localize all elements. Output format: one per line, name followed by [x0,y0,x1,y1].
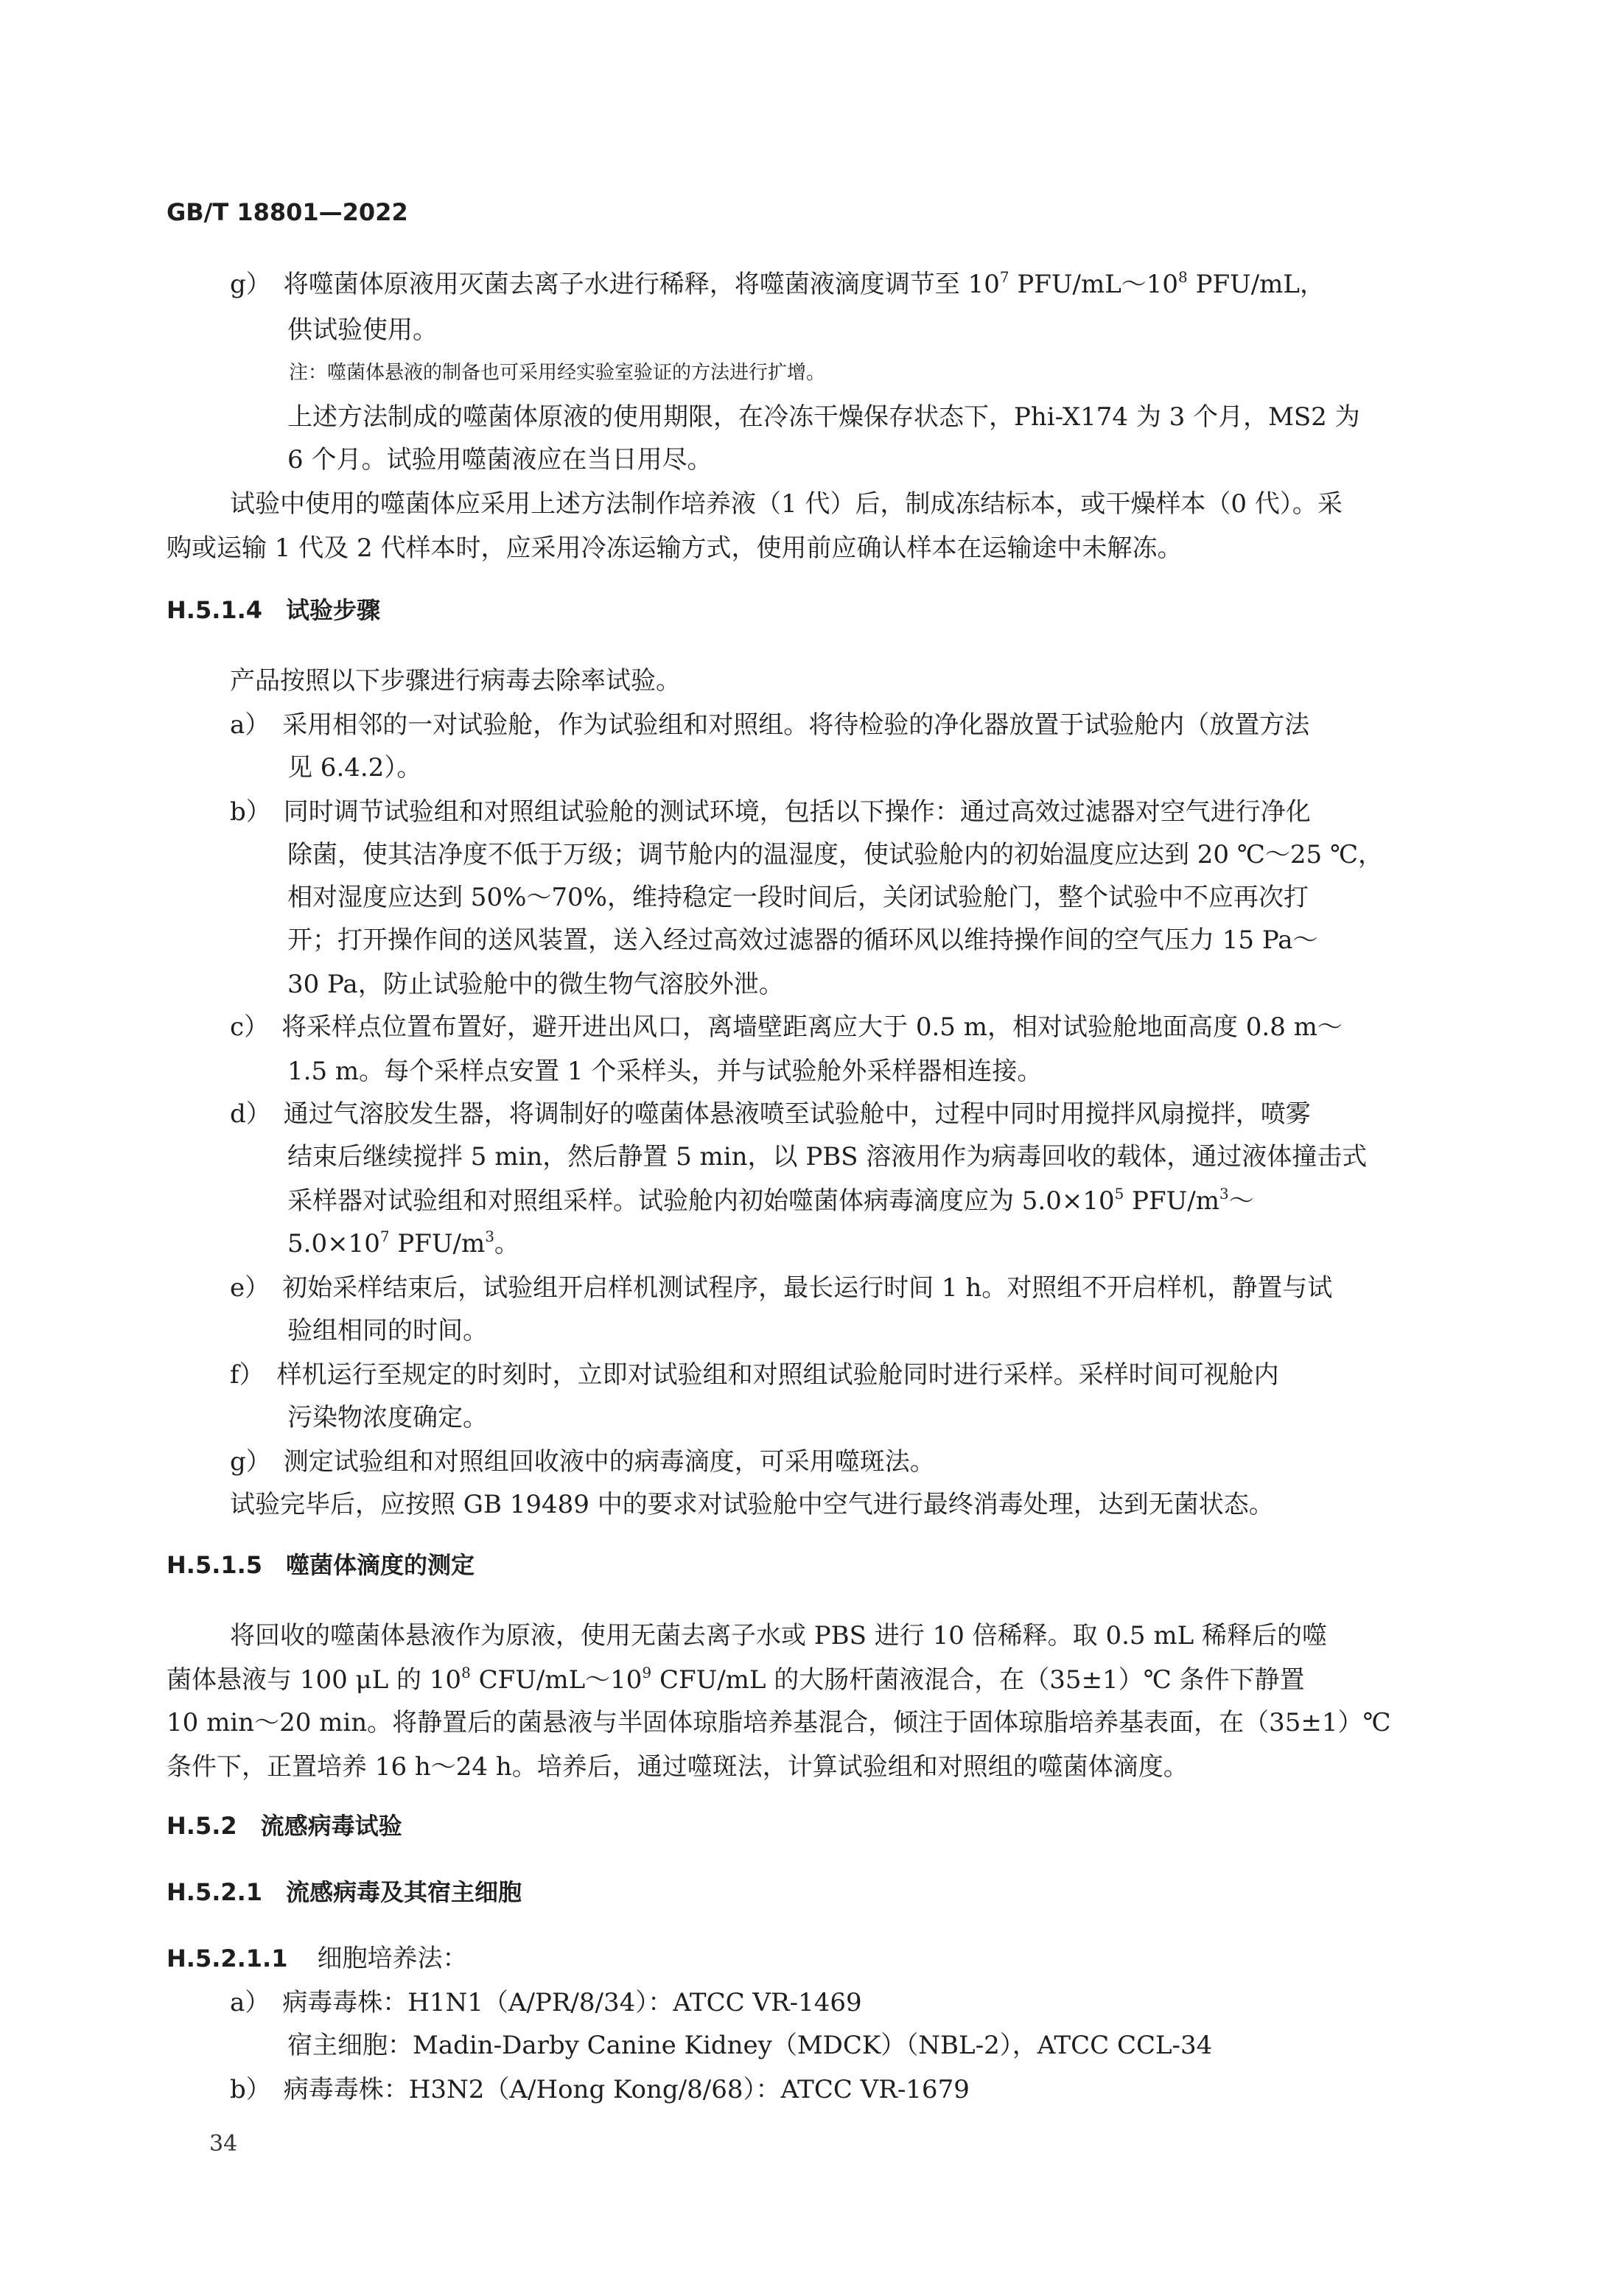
paragraph-line: 将回收的噬菌体悬液作为原液，使用无菌去离子水或 PBS 进行 10 倍稀释。取 0.5 mL 稀释后的噬 [230,1621,1327,1650]
section-heading-h52: H.5.2 流感病毒试验 [167,1812,402,1840]
list-item-d-line4: $5.0\times 10^7$ PFU/$m^3$。 [287,1228,519,1258]
section-heading-h514: H.5.1.4 试验步骤 [167,596,381,624]
list-item-virus-b: b） 病毒毒株：H3N2（A/Hong Kong/8/68）：ATCC VR-1679 [230,2075,970,2104]
paragraph-line: 菌体悬液与 100 μL 的 $10^8$ CFU/$mL\sim 10^9$ CFU/mL 的大肠杆菌液混合，在（35±1）℃ 条件下静置 [167,1664,1305,1695]
list-item-b-line1: b） 同时调节试验组和对照组试验舱的测试环境，包括以下操作：通过高效过滤器对空气进行净化 [230,797,1311,827]
paragraph-line: 试验完毕后，应按照 GB 19489 中的要求对试验舱中空气进行最终消毒处理，达到无菌状态。 [230,1490,1274,1519]
list-item-c-line1: c） 将采样点位置布置好，避开进出风口，离墙壁距离应大于 0.5 m，相对试验舱地面高度 0.8 m～ [230,1012,1343,1042]
standard-number: GB/T 18801—2022 [167,198,408,226]
list-item-host-cell: 宿主细胞：Madin-Darby Canine Kidney（MDCK）（NBL-2），ATCC CCL-34 [287,2031,1213,2060]
list-item-c-line2: 1.5 m。每个采样点安置 1 个采样头，并与试验舱外采样器相连接。 [287,1057,1043,1086]
paragraph-line: 试验中使用的噬菌体应采用上述方法制作培养液（1 代）后，制成冻结标本，或干燥样本（0 代）。采 [230,489,1343,519]
list-item-f-line1: f） 样机运行至规定的时刻时，立即对试验组和对照组试验舱同时进行采样。采样时间可视舱内 [230,1360,1279,1390]
list-item-virus-a: a） 病毒毒株：H1N1（A/PR/8/34）：ATCC VR-1469 [230,1988,862,2017]
list-item-g-line1: g） 将噬菌体原液用灭菌去离子水进行稀释，将噬菌液滴度调节至 $10^7$ PFU/$mL\sim 10^8$ PFU/mL， [230,268,1325,299]
paragraph-line: 上述方法制成的噬菌体原液的使用期限，在冷冻干燥保存状态下，Phi-X174 为 3 个月，MS2 为 [287,402,1360,432]
list-item-a-line2: 见 6.4.2）。 [287,753,422,783]
list-item-a-line1: a） 采用相邻的一对试验舱，作为试验组和对照组。将待检验的净化器放置于试验舱内（放置方法 [230,710,1310,740]
list-item-g-line2: 供试验使用。 [287,315,438,345]
paragraph-line: 条件下，正置培养 16 h～24 h。培养后，通过噬斑法，计算试验组和对照组的噬菌体滴度。 [167,1752,1189,1782]
list-item-e-line2: 验组相同的时间。 [287,1316,488,1345]
list-item-f-line2: 污染物浓度确定。 [287,1403,488,1432]
page-number: 34 [209,2131,238,2157]
note: 注：噬菌体悬液的制备也可采用经实验室验证的方法进行扩增。 [289,362,826,384]
list-item-d-line1: d） 通过气溶胶发生器，将调制好的噬菌体悬液喷至试验舱中，过程中同时用搅拌风扇搅拌，喷雾 [230,1099,1311,1129]
section-heading-h515: H.5.1.5 噬菌体滴度的测定 [167,1551,475,1579]
list-item-b-line4: 开；打开操作间的送风装置，送入经过高效过滤器的循环风以维持操作间的空气压力 15 Pa～ [287,925,1318,955]
paragraph-line: 6 个月。试验用噬菌液应在当日用尽。 [287,445,713,475]
paragraph-line: 购或运输 1 代及 2 代样本时，应采用冷冻运输方式，使用前应确认样本在运输途中未解冻。 [167,533,1183,563]
subsection-heading-h5211: H.5.2.1.1 细胞培养法： [167,1944,468,1973]
list-item-b-line3: 相对湿度应达到 50%～70%，维持稳定一段时间后，关闭试验舱门，整个试验中不应再次打 [287,883,1309,912]
list-item-d-line3: 采样器对试验组和对照组采样。试验舱内初始噬菌体病毒滴度应为 $5.0\times 10^5$ PFU/$m^3\sim$ [287,1185,1254,1216]
paragraph-line: 10 min～20 min。将静置后的菌悬液与半固体琼脂培养基混合，倾注于固体琼脂培养基表面，在（35±1）℃ [167,1708,1391,1737]
list-item-b-line2: 除菌，使其洁净度不低于万级；调节舱内的温湿度，使试验舱内的初始温度应达到 20 ℃～25 ℃， [287,840,1384,869]
list-item-d-line2: 结束后继续搅拌 5 min，然后静置 5 min，以 PBS 溶液用作为病毒回收的载体，通过液体撞击式 [287,1142,1368,1172]
list-item-e-line1: e） 初始采样结束后，试验组开启样机测试程序，最长运行时间 1 h。对照组不开启样机，静置与试 [230,1273,1333,1303]
list-item-b-line5: 30 Pa，防止试验舱中的微生物气溶胶外泄。 [287,970,784,999]
section-heading-h521: H.5.2.1 流感病毒及其宿主细胞 [167,1878,522,1906]
list-item-g2: g） 测定试验组和对照组回收液中的病毒滴度，可采用噬斑法。 [230,1447,935,1477]
paragraph-line: 产品按照以下步骤进行病毒去除率试验。 [230,666,681,696]
